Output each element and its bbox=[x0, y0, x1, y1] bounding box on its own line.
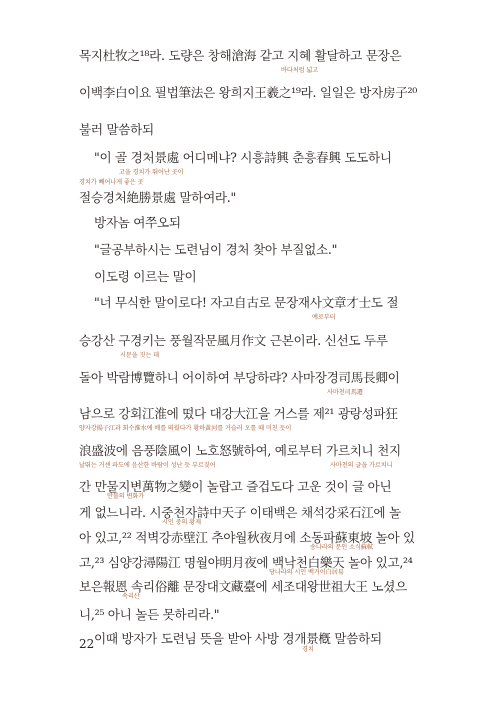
page-number: 22 bbox=[79, 637, 95, 651]
gloss-annotation: 경치가 빼어나게 좋은 곳 bbox=[79, 179, 144, 186]
text-line: 고,²³ 심양강潯陽江 명월야明月夜에 백낙천白樂天 놀아 있고,²⁴ bbox=[79, 555, 413, 570]
gloss-annotation: 경치 bbox=[302, 646, 314, 653]
text-line: 방자놈 여쭈오되 bbox=[94, 215, 181, 230]
gloss-annotation: 사마천의 글을 가르치니 bbox=[330, 462, 393, 469]
text-line: 아 있고,²² 적벽강赤壁江 추야월秋夜月에 소동파蘇東坡 놀아 있 bbox=[79, 530, 415, 545]
text-line: 남으로 강회江淮에 떴다 대강大江을 거스를 제²¹ 광랑성파狂 bbox=[79, 406, 398, 421]
text-line: 이때 방자가 도련님 뜻을 받아 사방 경개景槪 말씀하되 bbox=[94, 631, 382, 646]
gloss-annotation: 양자강揚子江과 회수淮水에 배를 띄웠다가 황하黃河를 거슬러 오를 때 미친 듯이 bbox=[79, 425, 292, 432]
gloss-annotation: 고을 경치가 뛰어난 곳이 bbox=[119, 169, 184, 176]
gloss-annotation: 당나라의 시인 백거이白居易 bbox=[269, 569, 344, 576]
gloss-annotation: 사마천司馬遷 bbox=[327, 389, 363, 396]
gloss-annotation: 송나라의 문인 소식蘇軾 bbox=[310, 544, 373, 551]
text-line: 돌아 박람博覽하니 어이하여 부당하랴? 사마장경司馬長卿이 bbox=[79, 370, 400, 385]
text-line: 목지杜牧之¹⁸라. 도량은 창해滄海 같고 지혜 활달하고 문장은 bbox=[79, 48, 402, 63]
text-line: 게 없느니라. 시중천자詩中天子 이태백은 채석강采石江에 놀 bbox=[79, 505, 401, 520]
text-line: 니,²⁵ 아니 놀든 못하리라." bbox=[79, 607, 220, 622]
gloss-annotation: 시인 중의 황제 bbox=[162, 519, 201, 526]
text-line: 이도령 이르는 말이 bbox=[94, 269, 197, 284]
text-line: 불러 말씀하되 bbox=[79, 122, 154, 137]
text-line: 浪盛波에 음풍陰風이 노호怒號하여, 예로부터 가르치니 천지 bbox=[79, 443, 401, 458]
text-line: 이백李白이요 필법筆法은 왕희지王羲之¹⁹라. 일일은 방자房子²⁰ bbox=[79, 85, 418, 100]
text-line: 절승경처絶勝景處 말하여라." bbox=[79, 190, 236, 205]
text-line: 보은報恩 속리俗離 문장대文藏臺에 세조대왕世祖大王 노셨으 bbox=[79, 579, 408, 594]
text-line: "이 골 경처景處 어디메냐? 시흥詩興 춘흥春興 도도하니 bbox=[94, 150, 392, 165]
text-line: 간 만물지변萬物之變이 놀랍고 즐겁도다 고운 것이 글 아닌 bbox=[79, 479, 392, 494]
gloss-annotation: 시문을 짓는 데 bbox=[120, 352, 159, 359]
gloss-annotation: 예로부터 bbox=[312, 314, 336, 321]
text-line: 승강산 구경키는 풍월작문風月作文 근본이라. 신선도 두루 bbox=[79, 333, 388, 348]
gloss-annotation: 속리산 bbox=[122, 593, 140, 600]
gloss-annotation: 바다처럼 넓고 bbox=[281, 67, 319, 74]
text-line: "너 무식한 말이로다! 자고自古로 문장재사文章才士도 절 bbox=[94, 295, 399, 310]
gloss-annotation: 만물의 변화가 bbox=[107, 493, 145, 500]
text-line: "글공부하시는 도련님이 경처 찾아 부질없소." bbox=[94, 242, 338, 257]
gloss-annotation: 날뛰는 거센 파도에 음산한 바람이 성난 듯 부르짖어 bbox=[79, 462, 216, 469]
